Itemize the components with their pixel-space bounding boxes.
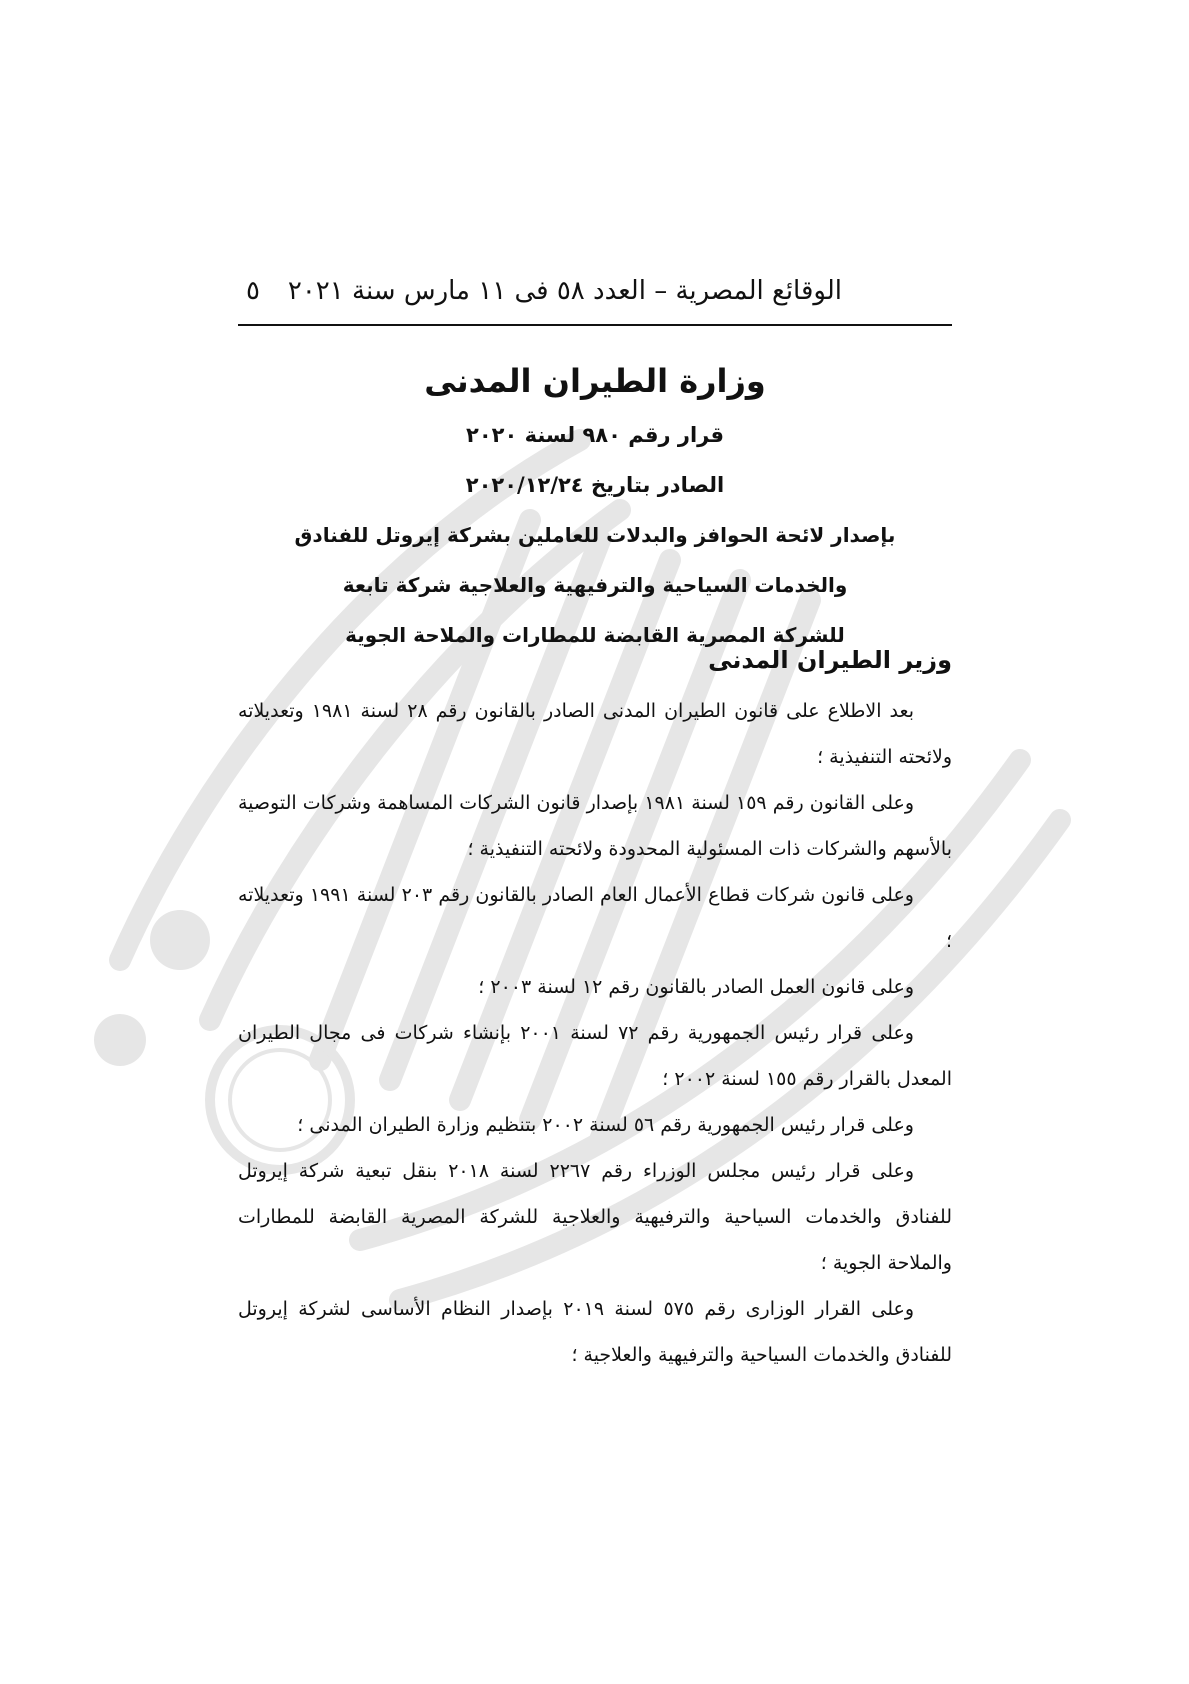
minister-heading: وزير الطيران المدنى [708, 646, 952, 674]
gazette-issue-line: الوقائع المصرية – العدد ٥٨ فى ١١ مارس سنة ٢٠٢١ [287, 276, 842, 306]
preamble-paragraph: وعلى قانون شركات قطاع الأعمال العام الصادر بالقانون رقم ٢٠٣ لسنة ١٩٩١ وتعديلاته ؛ [238, 884, 952, 952]
page-number: ٥ [246, 276, 260, 306]
preamble-paragraph: وعلى قرار رئيس الجمهورية رقم ٧٢ لسنة ٢٠٠١ بإنشاء شركات فى مجال الطيران المعدل بالقرار رقم ١٥٥ لسنة ٢٠٠٢ ؛ [238, 1022, 952, 1090]
preamble-paragraph: وعلى قرار رئيس مجلس الوزراء رقم ٢٢٦٧ لسنة ٢٠١٨ بنقل تبعية شركة إيروتل للفنادق والخدمات السياحية والترفيهية والعلاجية للشركة المصرية القابضة للمطارات والملاحة الجوية ؛ [238, 1160, 952, 1274]
preamble-paragraph: وعلى القانون رقم ١٥٩ لسنة ١٩٨١ بإصدار قانون الشركات المساهمة وشركات التوصية بالأسهم والشركات ذات المسئولية المحدودة ولائحته التنفيذية ؛ [238, 792, 952, 860]
preamble-paragraph: وعلى قانون العمل الصادر بالقانون رقم ١٢ لسنة ٢٠٠٣ ؛ [478, 976, 914, 998]
ministry-title: وزارة الطيران المدنى [424, 362, 766, 400]
preamble-paragraph: وعلى القرار الوزارى رقم ٥٧٥ لسنة ٢٠١٩ بإصدار النظام الأساسى لشركة إيروتل للفنادق والخدمات السياحية والترفيهية والعلاجية ؛ [238, 1298, 952, 1366]
preamble-paragraph: بعد الاطلاع على قانون الطيران المدنى الصادر بالقانون رقم ٢٨ لسنة ١٩٨١ وتعديلاته ولائحته التنفيذية ؛ [238, 700, 952, 768]
preamble-paragraph: وعلى قرار رئيس الجمهورية رقم ٥٦ لسنة ٢٠٠٢ بتنظيم وزارة الطيران المدنى ؛ [297, 1114, 914, 1136]
issue-date: الصادر بتاريخ ٢٠٢٠/١٢/٢٤ [465, 473, 725, 497]
decree-subject-line: للشركة المصرية القابضة للمطارات والملاحة الجوية [345, 623, 845, 647]
page-header [238, 270, 952, 320]
decree-headings [238, 352, 952, 660]
decree-number: قرار رقم ٩٨٠ لسنة ٢٠٢٠ [466, 423, 724, 447]
decree-subject-line: والخدمات السياحية والترفيهية والعلاجية شركة تابعة [342, 573, 848, 597]
decree-subject-line: بإصدار لائحة الحوافز والبدلات للعاملين بشركة إيروتل للفنادق [294, 523, 896, 547]
header-divider [238, 324, 952, 326]
preamble-text [238, 688, 952, 1378]
